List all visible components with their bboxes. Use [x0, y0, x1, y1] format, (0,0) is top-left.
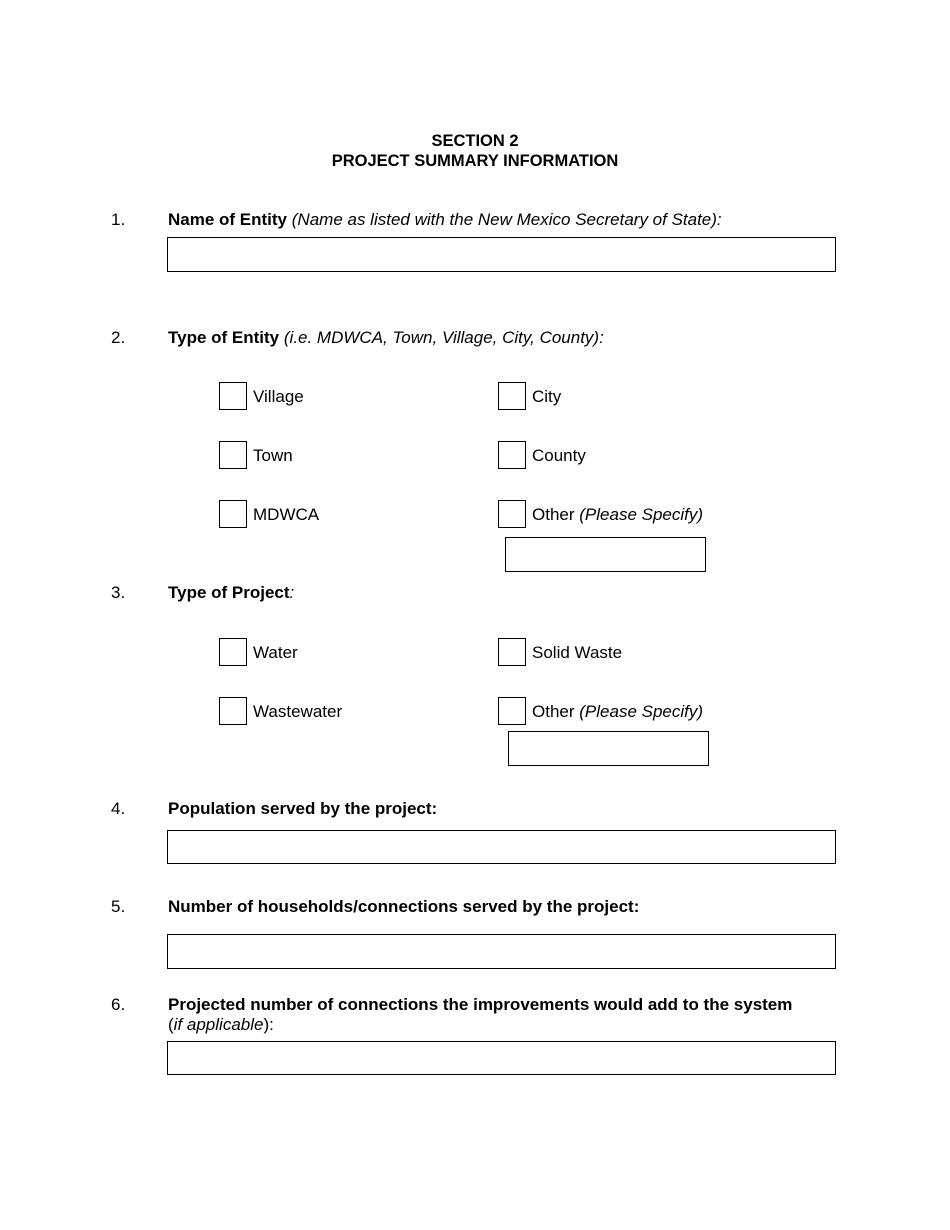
question-5-label: Number of households/connections served by the project: [168, 897, 640, 916]
question-5-number: 5. [111, 897, 126, 916]
question-3-colon: : [289, 583, 295, 602]
entity-other-label [532, 505, 703, 525]
wastewater-checkbox[interactable] [219, 697, 247, 725]
households-field[interactable] [167, 934, 836, 969]
mdwca-label: MDWCA [253, 505, 320, 524]
question-3-label: Type of Project [168, 583, 290, 602]
projected-connections-field[interactable] [167, 1041, 836, 1075]
question-6-hint-line [168, 1015, 274, 1035]
mdwca-checkbox[interactable] [219, 500, 247, 528]
solid-waste-label: Solid Waste [532, 643, 623, 662]
page-title: PROJECT SUMMARY INFORMATION [331, 152, 619, 170]
section-heading: SECTION 2 [431, 132, 519, 150]
project-other-field[interactable] [508, 731, 709, 766]
question-2-hint: (i.e. MDWCA, Town, Village, City, County): [283, 328, 604, 347]
question-3-number: 3. [111, 583, 126, 602]
question-1-number: 1. [111, 210, 126, 229]
city-checkbox[interactable] [498, 382, 526, 410]
question-2-label: Type of Entity [168, 328, 280, 347]
entity-name-field[interactable] [167, 237, 836, 272]
question-6-label: Projected number of connections the improvements would add to the system [168, 995, 793, 1014]
question-3-text [168, 583, 294, 603]
entity-other-field[interactable] [505, 537, 706, 572]
question-1-text [168, 210, 722, 230]
question-4-number: 4. [111, 799, 126, 818]
solid-waste-checkbox[interactable] [498, 638, 526, 666]
water-label: Water [253, 643, 298, 662]
question-1-hint: (Name as listed with the New Mexico Secretary of State): [291, 210, 722, 229]
question-2-text [168, 328, 604, 348]
question-1-label: Name of Entity [168, 210, 288, 229]
county-checkbox[interactable] [498, 441, 526, 469]
question-6-number: 6. [111, 995, 126, 1014]
entity-other-checkbox[interactable] [498, 500, 526, 528]
question-2-number: 2. [111, 328, 126, 347]
entity-other-text: Other [532, 505, 575, 524]
population-field[interactable] [167, 830, 836, 864]
project-other-text: Other [532, 702, 575, 721]
question-6-hint: if applicable [173, 1015, 264, 1034]
village-label: Village [253, 387, 304, 406]
county-label: County [532, 446, 586, 465]
water-checkbox[interactable] [219, 638, 247, 666]
wastewater-label: Wastewater [253, 702, 343, 721]
question-6-close: ): [263, 1015, 274, 1034]
project-other-checkbox[interactable] [498, 697, 526, 725]
city-label: City [532, 387, 562, 406]
project-other-label [532, 702, 703, 722]
entity-other-hint: (Please Specify) [579, 505, 704, 524]
question-4-label: Population served by the project: [168, 799, 438, 818]
town-label: Town [253, 446, 293, 465]
village-checkbox[interactable] [219, 382, 247, 410]
question-6-open-paren: ( [168, 1015, 174, 1034]
project-other-hint: (Please Specify) [579, 702, 704, 721]
town-checkbox[interactable] [219, 441, 247, 469]
